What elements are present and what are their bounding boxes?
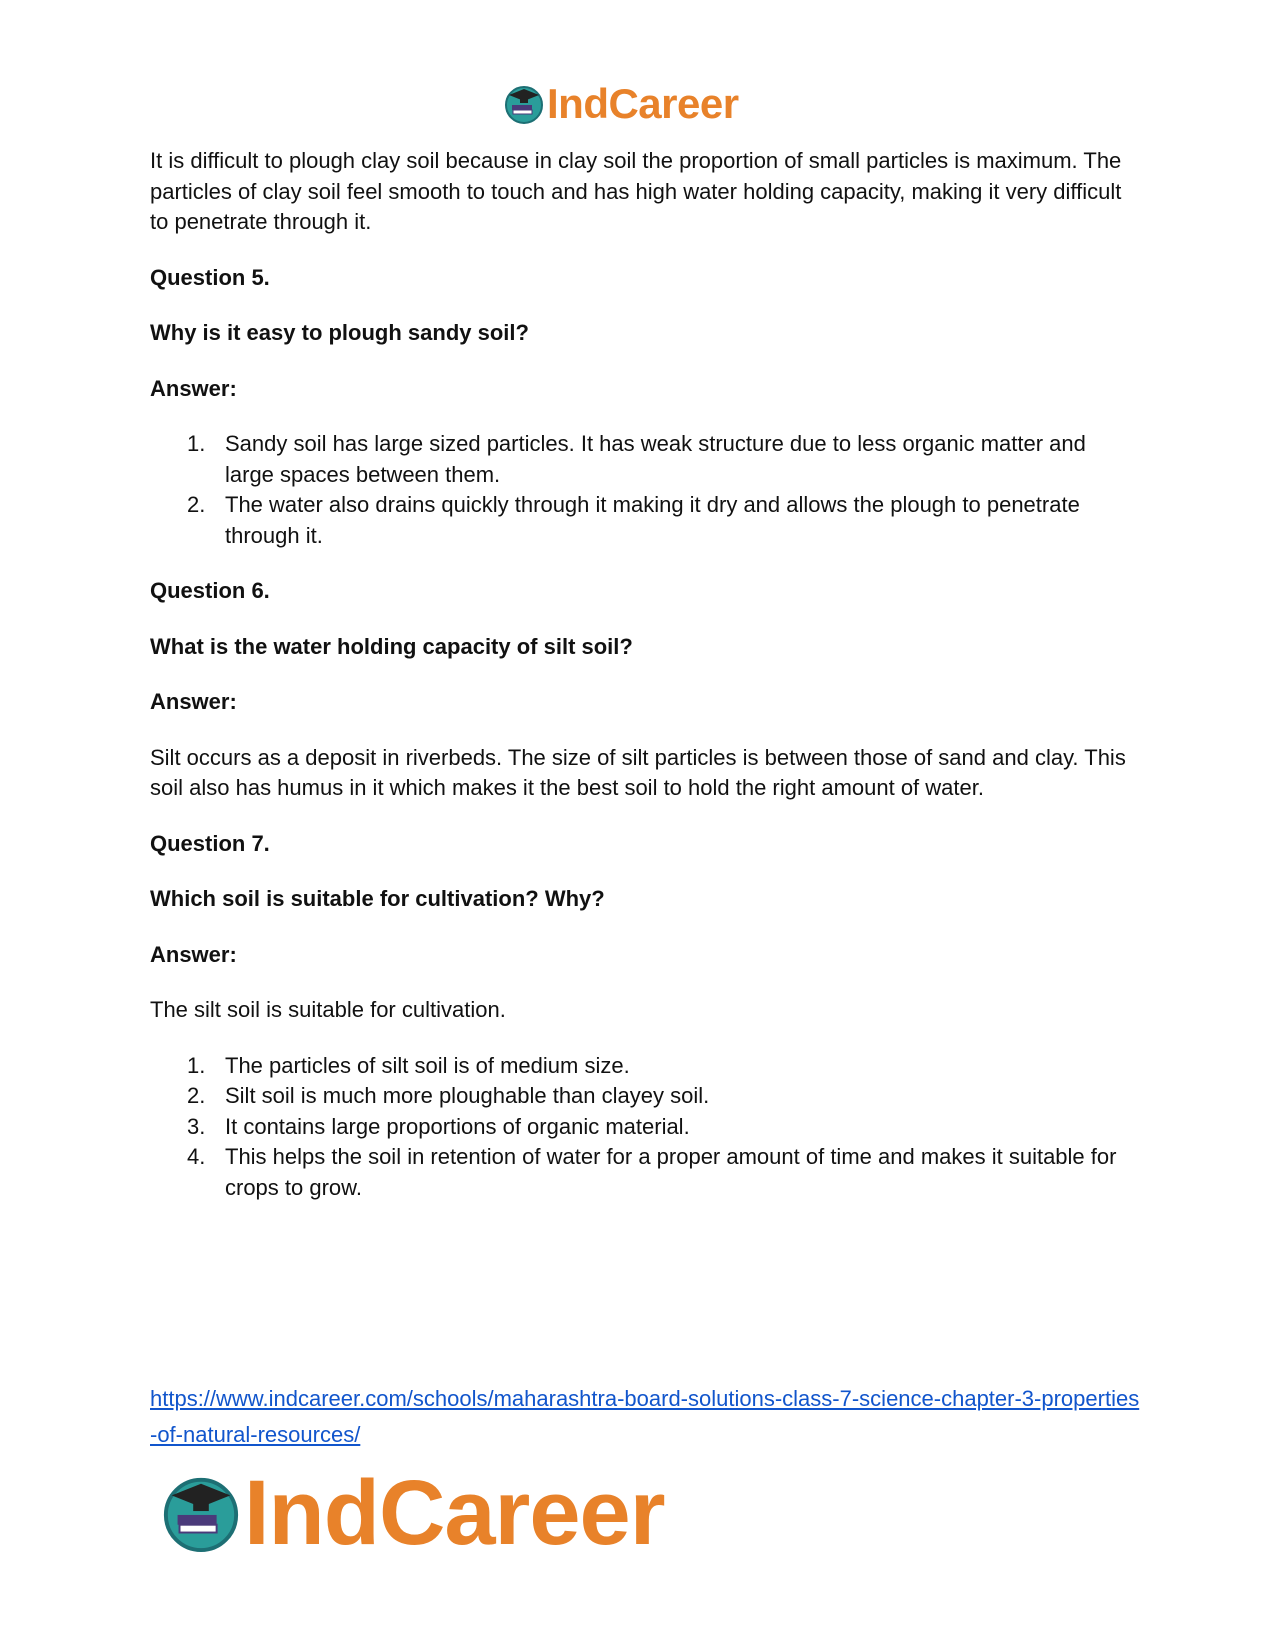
brand-wordmark: IndCareer <box>547 80 739 127</box>
question-5-answer-list <box>150 429 1135 551</box>
list-item-text: The water also drains quickly through it making it dry and allows the plough to penetrate through it. <box>225 492 1080 548</box>
intro-paragraph: It is difficult to plough clay soil because in clay soil the proportion of small particles is maximum. The particles of clay soil feel smooth to touch and has high water holding capacity, making it very difficult to penetrate through it. <box>150 148 1122 234</box>
question-6-label: Question 6. <box>150 578 270 603</box>
list-item <box>150 1112 1135 1143</box>
list-item-text: The particles of silt soil is of medium size. <box>225 1052 630 1078</box>
list-item-number: 4. <box>187 1144 206 1169</box>
list-item <box>150 1081 1135 1112</box>
list-item-number: 2. <box>187 492 206 517</box>
list-item <box>150 1051 1135 1082</box>
question-6-text: What is the water holding capacity of silt soil? <box>150 633 633 659</box>
graduation-book-globe-icon <box>503 83 545 125</box>
list-item-text: This helps the soil in retention of water for a proper amount of time and makes it suitable for crops to grow. <box>225 1144 1117 1200</box>
question-7-answer: The silt soil is suitable for cultivation. <box>150 997 506 1022</box>
header-logo <box>503 78 739 130</box>
list-item-text: It contains large proportions of organic material. <box>225 1113 690 1139</box>
list-item <box>150 429 1135 490</box>
question-5-answer-label: Answer: <box>150 375 237 401</box>
list-item-number: 2. <box>187 1083 206 1108</box>
list-item <box>150 490 1135 551</box>
question-5-label: Question 5. <box>150 264 270 290</box>
question-6-answer: Silt occurs as a deposit in riverbeds. The size of silt particles is between those of sand and clay. This soil also has humus in it which makes it the best soil to hold the right amount of water. <box>150 744 1126 800</box>
brand-wordmark: IndCareer <box>244 1461 665 1564</box>
list-item-number: 1. <box>187 431 206 456</box>
list-item <box>150 1142 1135 1203</box>
question-6-answer-label: Answer: <box>150 689 237 714</box>
list-item-number: 1. <box>187 1052 206 1078</box>
question-7-answer-label: Answer: <box>150 941 237 967</box>
question-7-answer-list <box>150 1051 1135 1204</box>
list-item-text: Sandy soil has large sized particles. It has weak structure due to less organic matter and large spaces between them. <box>225 431 1086 487</box>
source-link[interactable]: https://www.indcareer.com/schools/maharashtra-board-solutions-class-7-science-chapter-3-properties-of-natural-resources/ <box>150 1386 1140 1447</box>
list-item-text: Silt soil is much more ploughable than clayey soil. <box>225 1083 710 1108</box>
document-body <box>150 146 1135 1228</box>
footer-logo <box>160 1461 665 1564</box>
list-item-number: 3. <box>187 1113 206 1139</box>
question-7-text: Which soil is suitable for cultivation? Why? <box>150 886 605 911</box>
question-5-text: Why is it easy to plough sandy soil? <box>150 320 529 345</box>
graduation-book-globe-icon <box>160 1472 242 1554</box>
question-7-label: Question 7. <box>150 830 270 856</box>
